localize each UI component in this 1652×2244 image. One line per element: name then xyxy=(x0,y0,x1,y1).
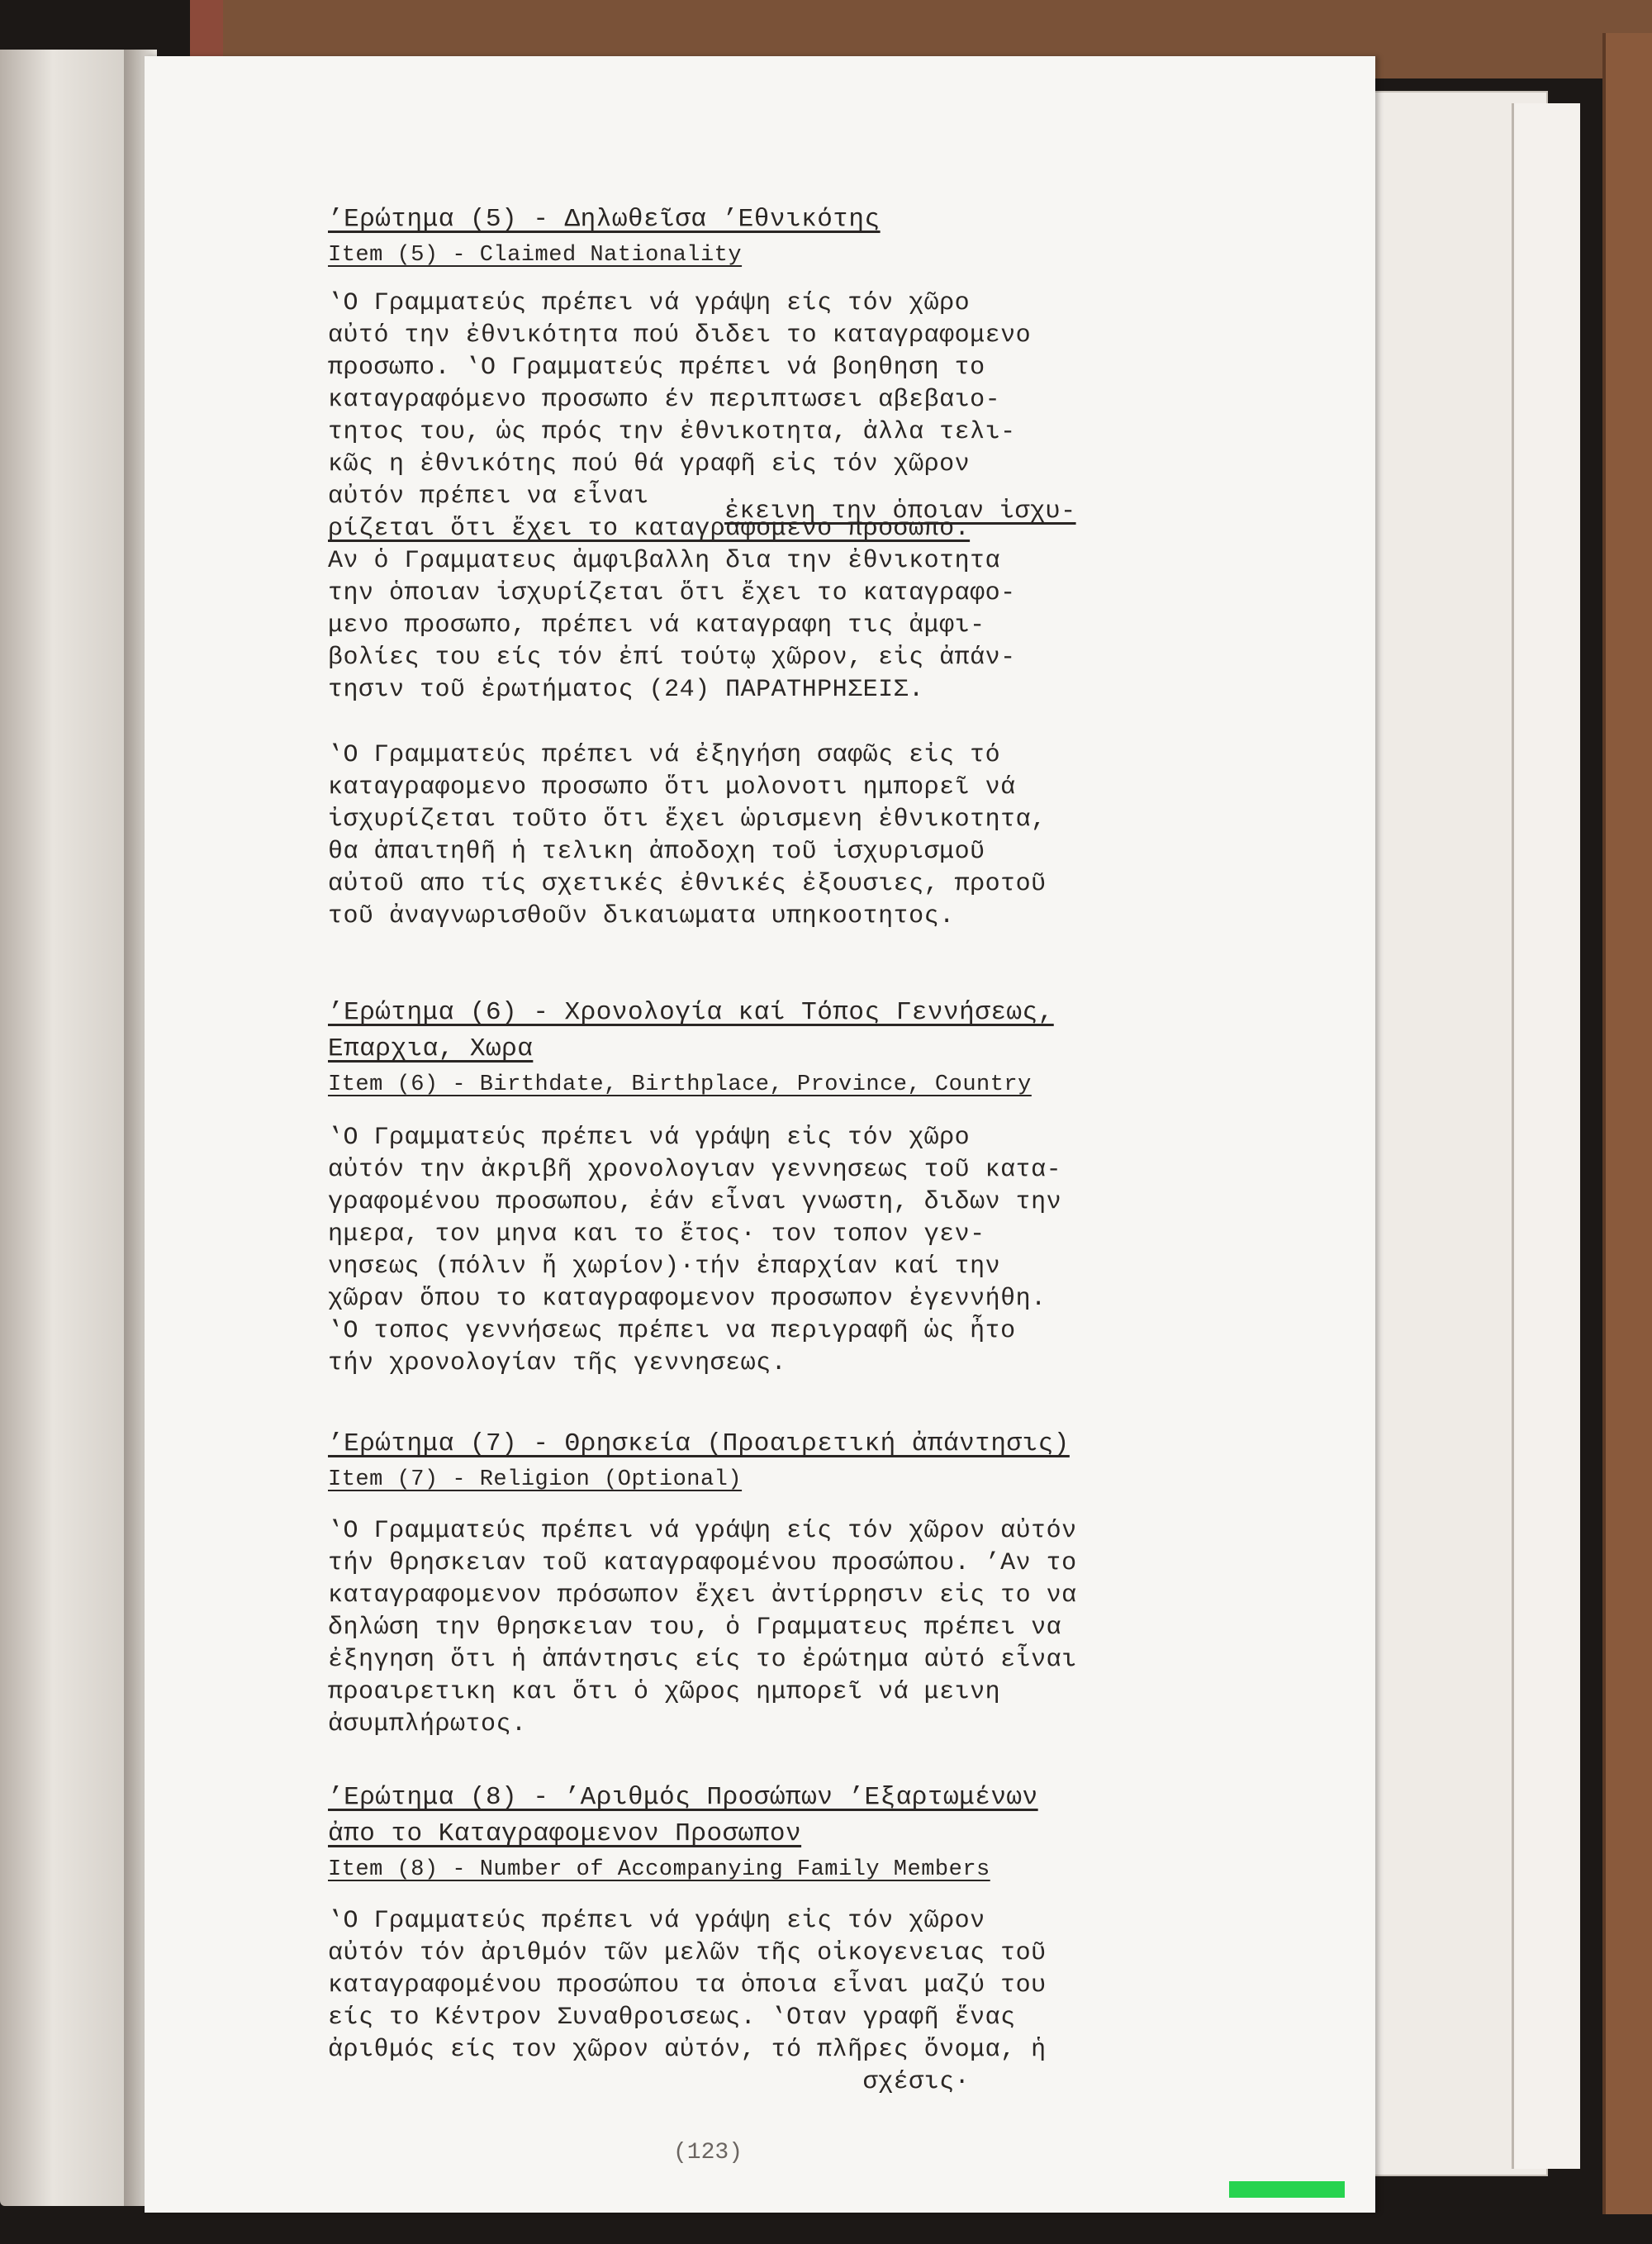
section-subheading: Item (5) - Claimed Nationality xyxy=(328,243,743,268)
page-number: (123) xyxy=(673,2140,743,2166)
section-heading: ’Ερώτημα (7) - Θρησκεία (Προαιρετική ἀπάντησις) xyxy=(328,1429,1070,1458)
section-subheading: Item (8) - Number of Accompanying Family Members xyxy=(328,1857,990,1882)
emphasis-text: ἐκεινη την ὁποιαν ἰσχυ- xyxy=(724,497,1076,525)
paragraph: ‛Ο Γραμματεύς πρέπει νά ἐξηγήση σαφῶς εἰς τό καταγραφομενο προσωπο ὅτι μολονοτι ημπορεῖ νά ἰσχυρίζεται τοῦτο ὅτι ἔχει ὡρισμενη ἐθνικοτητα, θα ἀπαιτηθῆ ἡ τελικη ἀποδοχη τοῦ ἰσχυρισμοῦ αὐτοῦ απο τίς σχετικές ἐθνικές ἐξουσιες, προτοῦ τοῦ ἀναγνωρισθοῦν δικαιωματα υπηκοοτητος. xyxy=(328,741,1047,930)
section-subheading: Item (6) - Birthdate, Birthplace, Province, Country xyxy=(328,1072,1032,1097)
section-heading: ’Ερώτημα (5) - Δηλωθεῖσα ’Εθνικότης xyxy=(328,205,881,234)
paragraph: ‛Ο Γραμματεύς πρέπει νά γράψη εἰς τόν χῶρον αὐτόν τόν ἀριθμόν τῶν μελῶν τῆς οἰκογενειας τοῦ καταγραφομένου προσώπου τα ὁποια εἶναι μαζύ του είς το Κέντρον Συναθροισεως. ‛Οταν γραφῆ ἕνας ἀριθμός είς τον χῶρον αὐτόν, τό πλῆρες ὄνομα, ἡ σχέσις· xyxy=(328,1907,1047,2096)
section-heading-continued: ἀπο το Καταγραφομενον Προσωπον xyxy=(328,1819,802,1848)
binder-cover-right xyxy=(1602,33,1652,2214)
section-item-6 xyxy=(328,995,1061,1380)
page-stack-back xyxy=(1512,103,1580,2169)
section-item-7 xyxy=(328,1426,1077,1741)
document-page xyxy=(145,56,1375,2213)
emphasis-text: ρίζεται ὅτι ἔχει το καταγραφομενο προσωπο. xyxy=(328,515,971,543)
section-subheading: Item (7) - Religion (Optional) xyxy=(328,1467,743,1492)
section-item-8 xyxy=(328,1780,1047,2099)
paragraph: ‛Ο Γραμματεύς πρέπει νά γράψη εἰς τόν χῶρο αὐτόν την ἀκριβῆ χρονολογιαν γεννησεως τοῦ κατα- γραφομένου προσωπου, ἐάν εἶναι γνωστη, διδων την ημερα, τον μηνα και το ἔτος· τον τοπον γεν- νησεως (πόλιν ἤ χωρίον)·τήν ἐπαρχίαν καί την χῶραν ὅπου το καταγραφομενον προσωπον ἐγεννήθη. ‛Ο τοπος γεννήσεως πρέπει να περιγραφῆ ὡς ἦτο τήν χρονολογίαν τῆς γεννησεως. xyxy=(328,1124,1062,1377)
section-heading: ’Ερώτημα (6) - Χρονολογία καί Τόπος Γεννήσεως, xyxy=(328,998,1054,1027)
paragraph: ‛Ο Γραμματεύς πρέπει νά γράψη είς τόν χῶρο αὐτό την ἐθνικότητα πού διδει το καταγραφομενο προσωπο. ‛Ο Γραμματεύς πρέπει νά βοηθηση το καταγραφόμενο προσωπο έν περιπτωσει αβεβαιο- τητος του, ὡς πρός την ἐθνικοτητα, ἀλλα τελι- κῶς η ἐθνικότης πού θά γραφῆ εἰς τόν χῶρον αὐτόν πρέπει να εἶναι xyxy=(328,289,1032,511)
green-index-tab xyxy=(1229,2181,1345,2198)
left-page-edge xyxy=(0,50,132,2206)
section-heading-continued: Επαρχια, Χωρα xyxy=(328,1034,534,1063)
section-item-5 xyxy=(328,202,1076,933)
paragraph: Αν ὁ Γραμματευς ἀμφιβαλλη δια την ἐθνικοτητα την ὁποιαν ἰσχυρίζεται ὅτι ἔχει το καταγραφο- μενο προσωπο, πρέπει νά καταγραφη τις ἀμφι- βολίες του είς τόν ἐπί τούτῳ χῶρον, εἰς ἀπάν- τησιν τοῦ ἐρωτήματος (24) ΠΑΡΑΤΗΡΗΣΕΙΣ. xyxy=(328,547,1016,704)
paragraph: ‛Ο Γραμματεύς πρέπει νά γράψη είς τόν χῶρον αὐτόν τήν θρησκειαν τοῦ καταγραφομένου προσώπου. ’Αν το καταγραφομενον πρόσωπον ἔχει ἀντίρρησιν εἰς το να δηλώση την θρησκειαν του, ὁ Γραμματευς πρέπει να ἐξηγηση ὅτι ἡ ἀπάντησις είς το ἐρώτημα αὐτό εἶναι προαιρετικη και ὅτι ὁ χῶρος ημπορεῖ νά μεινη ἀσυμπλήρωτος. xyxy=(328,1517,1077,1738)
section-heading: ’Ερώτημα (8) - ’Αριθμός Προσώπων ’Εξαρτωμένων xyxy=(328,1783,1038,1812)
